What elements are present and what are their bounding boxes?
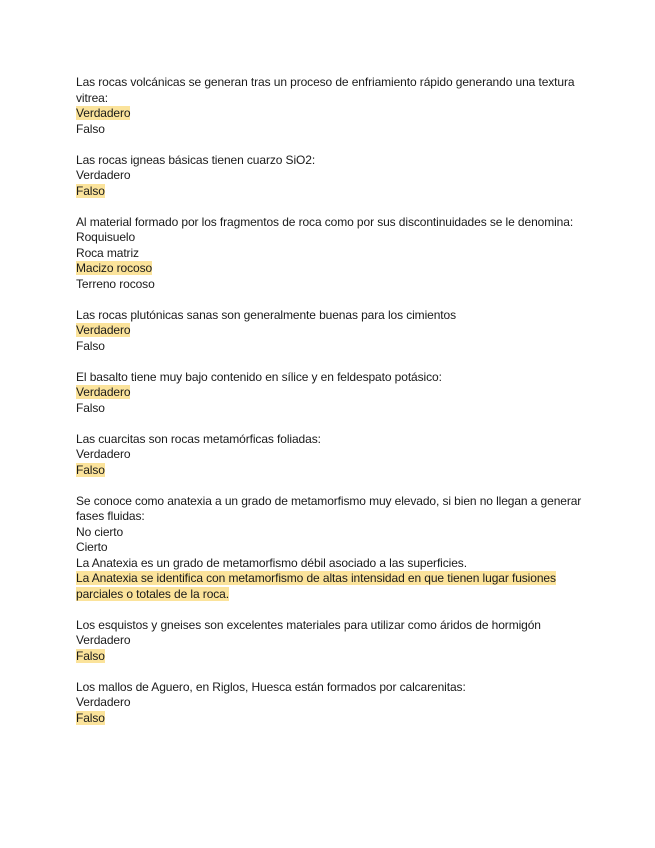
answer-option <box>76 711 585 727</box>
highlighted-answer: Falso <box>76 462 105 477</box>
answer-option: No cierto <box>76 524 124 539</box>
question-block <box>76 308 585 355</box>
answer-option <box>76 261 585 277</box>
question-block <box>76 494 585 603</box>
highlighted-answer: Macizo rocoso <box>76 261 153 275</box>
question-block <box>76 432 585 479</box>
highlighted-answer: Verdadero <box>76 323 131 337</box>
question-text: Las rocas igneas básicas tienen cuarzo SiO2: <box>76 152 316 167</box>
question-block <box>76 215 585 293</box>
question-block <box>76 75 585 137</box>
question-block <box>76 680 585 727</box>
answer-option <box>76 106 585 122</box>
highlighted-answer: Falso <box>76 648 105 663</box>
answer-option <box>76 463 585 479</box>
highlighted-answer: Verdadero <box>76 385 131 399</box>
answer-option: Falso <box>76 400 105 415</box>
question-text: Al material formado por los fragmentos de roca como por sus discontinuidades se le denomina: <box>76 214 574 229</box>
answer-option <box>76 571 585 602</box>
answer-option <box>76 385 585 401</box>
question-text: Las cuarcitas son rocas metamórficas foliadas: <box>76 431 321 446</box>
question-text: Se conoce como anatexia a un grado de metamorfismo muy elevado, si bien no llegan a generar fases fluidas: <box>76 493 582 523</box>
answer-option: Verdadero <box>76 633 131 647</box>
highlighted-answer: La Anatexia se identifica con metamorfismo de altas intensidad en que tienen lugar fusiones parciales o totales de la roca. <box>76 571 556 601</box>
answer-option <box>76 323 585 339</box>
answer-option: Falso <box>76 121 105 136</box>
question-text: Los esquistos y gneises son excelentes materiales para utilizar como áridos de hormigón <box>76 617 541 632</box>
answer-option: Verdadero <box>76 695 131 709</box>
highlighted-answer: Falso <box>76 710 105 725</box>
answer-option: Cierto <box>76 540 108 554</box>
answer-option: Terreno rocoso <box>76 276 155 291</box>
question-block <box>76 370 585 417</box>
answer-option <box>76 184 585 200</box>
answer-option: Falso <box>76 338 105 353</box>
highlighted-answer: Verdadero <box>76 106 131 120</box>
question-text: Los mallos de Aguero, en Riglos, Huesca están formados por calcarenitas: <box>76 679 466 694</box>
question-text: Las rocas volcánicas se generan tras un proceso de enfriamiento rápido generando una textura vitrea: <box>76 75 575 105</box>
answer-option <box>76 649 585 665</box>
answer-option: La Anatexia es un grado de metamorfismo débil asociado a las superficies. <box>76 555 467 570</box>
highlighted-answer: Falso <box>76 183 105 198</box>
question-block <box>76 153 585 200</box>
answer-option: Roca matriz <box>76 245 139 260</box>
answer-option: Roquisuelo <box>76 230 136 244</box>
answer-option: Verdadero <box>76 447 131 461</box>
question-text: Las rocas plutónicas sanas son generalmente buenas para los cimientos <box>76 307 456 322</box>
question-text: El basalto tiene muy bajo contenido en sílice y en feldespato potásico: <box>76 369 442 384</box>
answer-option: Verdadero <box>76 168 131 182</box>
question-block <box>76 618 585 665</box>
